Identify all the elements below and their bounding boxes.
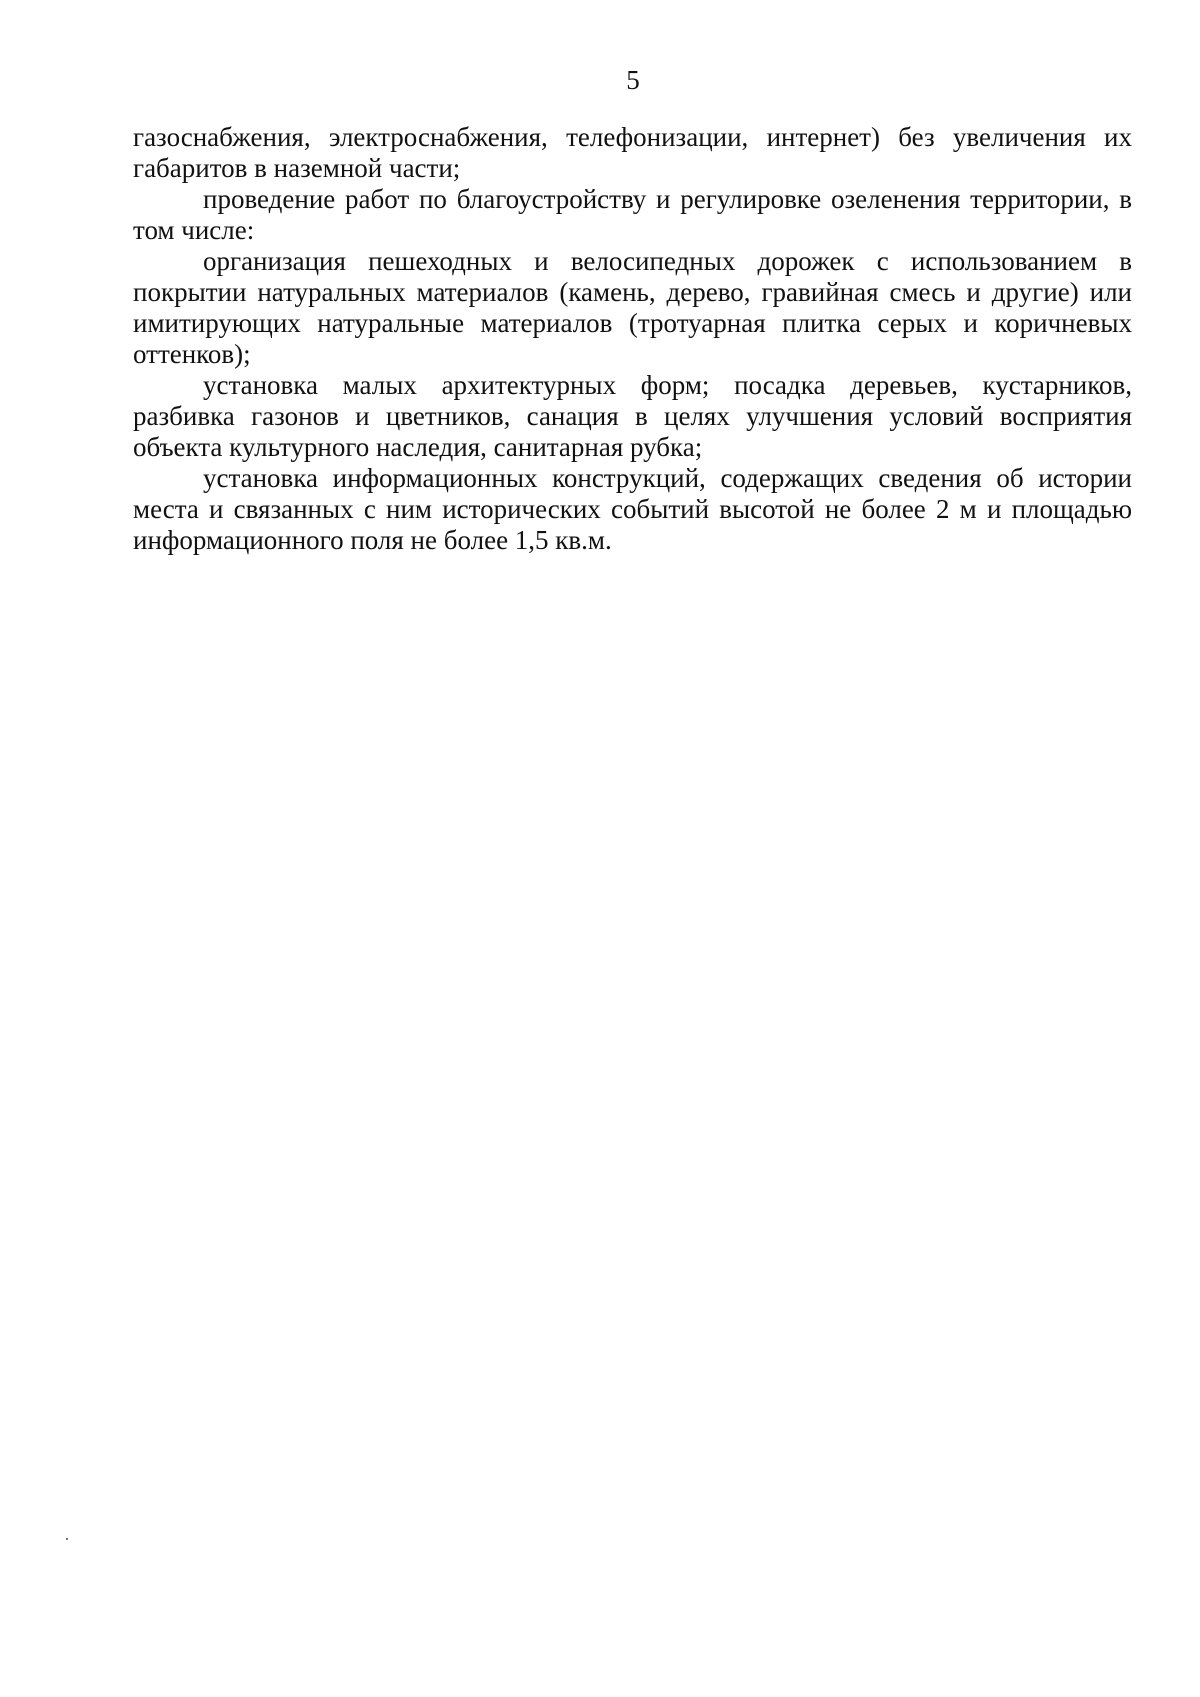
paragraph-information-structures: установка информационных конструкций, содержащих сведения об истории места и связанных с ним исторических событий высотой не более 2 м и площадью информационного поля не более 1,5 кв.м. <box>133 463 1132 555</box>
page-number: 5 <box>626 65 640 95</box>
paragraph-paths-organization: организация пешеходных и велосипедных дорожек с использованием в покрытии натуральных материалов (камень, дерево, гравийная смесь и другие) или имитирующих натуральные материалов (тротуарная плитка серых и коричневых оттенков); <box>133 246 1132 369</box>
paragraph-utilities-continuation: газоснабжения, электроснабжения, телефонизации, интернет) без увеличения их габаритов в наземной части; <box>133 122 1132 183</box>
paragraph-small-forms-planting: установка малых архитектурных форм; посадка деревьев, кустарников, разбивка газонов и цветников, санация в целях улучшения условий восприятия объекта культурного наследия, санитарная рубка; <box>133 370 1132 462</box>
paragraph-landscaping-works: проведение работ по благоустройству и регулировке озеленения территории, в том числе: <box>133 184 1132 245</box>
scan-speck <box>66 1538 68 1540</box>
document-body <box>133 122 1132 556</box>
